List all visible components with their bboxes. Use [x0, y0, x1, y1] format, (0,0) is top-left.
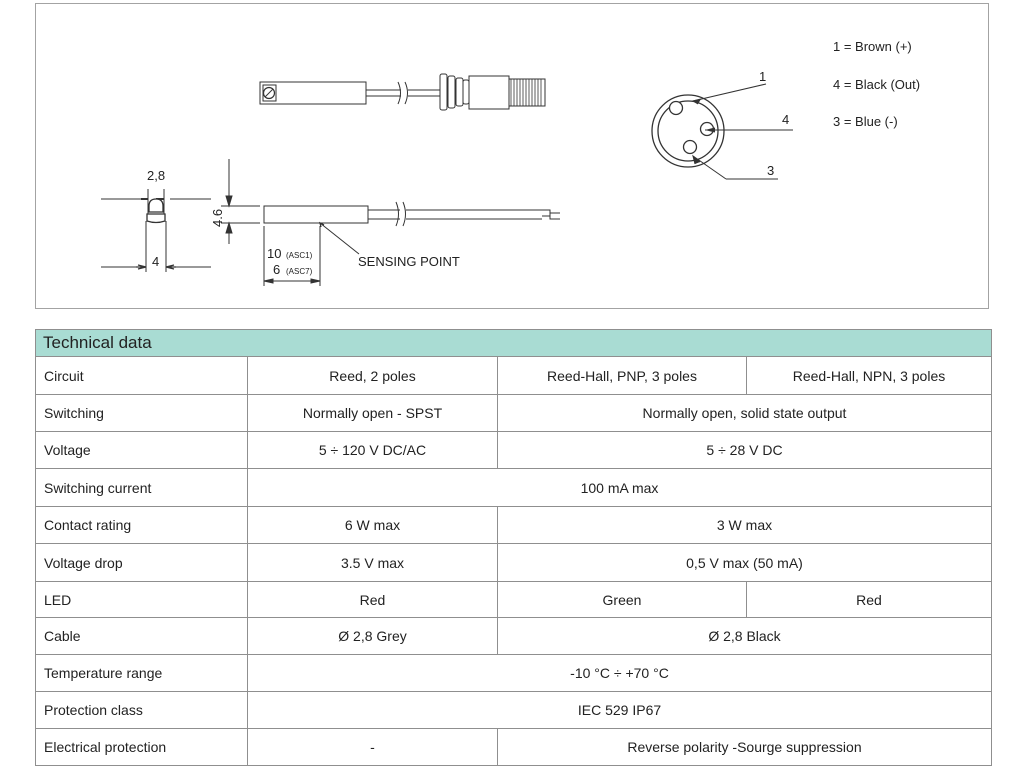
row-label: Circuit [36, 357, 248, 395]
pin-1 [670, 102, 683, 115]
table-cell: IEC 529 IP67 [248, 692, 992, 729]
table-cell: 3.5 V max [248, 544, 498, 582]
pin-callout-1: 1 [759, 69, 767, 84]
table-cell: -10 °C ÷ +70 °C [248, 655, 992, 692]
table-cell: 6 W max [248, 507, 498, 544]
legend-item: 1 = Brown (+) [833, 39, 912, 54]
table-cell: 5 ÷ 28 V DC [498, 432, 992, 469]
row-label: Voltage drop [36, 544, 248, 582]
table-cell: 0,5 V max (50 mA) [498, 544, 992, 582]
table-cell: - [248, 729, 498, 766]
table-row [36, 692, 992, 729]
row-label: Switching [36, 395, 248, 432]
row-label: Temperature range [36, 655, 248, 692]
table-cell: Reed, 2 poles [248, 357, 498, 395]
table-cell: 5 ÷ 120 V DC/AC [248, 432, 498, 469]
table-cell: Red [747, 582, 992, 618]
table-cell: Green [498, 582, 747, 618]
technical-drawing-panel [35, 3, 989, 309]
dim-width-bottom-label: 4 [152, 254, 160, 269]
dim-asc7-tag: (ASC7) [286, 267, 313, 276]
dim-asc1-tag: (ASC1) [286, 251, 313, 260]
table-row [36, 395, 992, 432]
table-cell: Reverse polarity -Sourge suppression [498, 729, 992, 766]
sensing-point-label: SENSING POINT [358, 254, 460, 269]
legend-item: 4 = Black (Out) [833, 77, 921, 92]
table-row [36, 432, 992, 469]
table-cell: 3 W max [498, 507, 992, 544]
technical-data-table [35, 329, 992, 766]
row-label: Electrical protection [36, 729, 248, 766]
sensor-side-view [210, 159, 560, 286]
dim-asc7-value: 6 [273, 262, 281, 277]
table-cell: Normally open - SPST [248, 395, 498, 432]
table-title: Technical data [36, 330, 992, 357]
row-label: Cable [36, 618, 248, 655]
table-row [36, 357, 992, 395]
table-row [36, 507, 992, 544]
table-row [36, 618, 992, 655]
pin-3 [684, 141, 697, 154]
table-cell: Ø 2,8 Black [498, 618, 992, 655]
legend-item: 3 = Blue (-) [833, 114, 898, 129]
table-row [36, 544, 992, 582]
table-cell: Ø 2,8 Grey [248, 618, 498, 655]
dim-height-label: 4.6 [210, 208, 225, 227]
row-label: Contact rating [36, 507, 248, 544]
dim-asc1-value: 10 [267, 246, 282, 261]
sensor-top-view [260, 74, 545, 110]
row-label: Switching current [36, 469, 248, 507]
connector-pinout [652, 69, 793, 179]
table-header-row [36, 330, 992, 357]
dim-width-top-label: 2,8 [147, 168, 166, 183]
table-row [36, 582, 992, 618]
table-cell: Red [248, 582, 498, 618]
row-label: Voltage [36, 432, 248, 469]
table-row [36, 469, 992, 507]
pin-callout-4: 4 [782, 112, 790, 127]
row-label: LED [36, 582, 248, 618]
table-cell: Normally open, solid state output [498, 395, 992, 432]
table-cell: Reed-Hall, NPN, 3 poles [747, 357, 992, 395]
table-cell: 100 mA max [248, 469, 992, 507]
pin-callout-3: 3 [767, 163, 775, 178]
sensor-profile-view [101, 168, 211, 272]
table-row [36, 655, 992, 692]
row-label: Protection class [36, 692, 248, 729]
table-row [36, 729, 992, 766]
table-cell: Reed-Hall, PNP, 3 poles [498, 357, 747, 395]
